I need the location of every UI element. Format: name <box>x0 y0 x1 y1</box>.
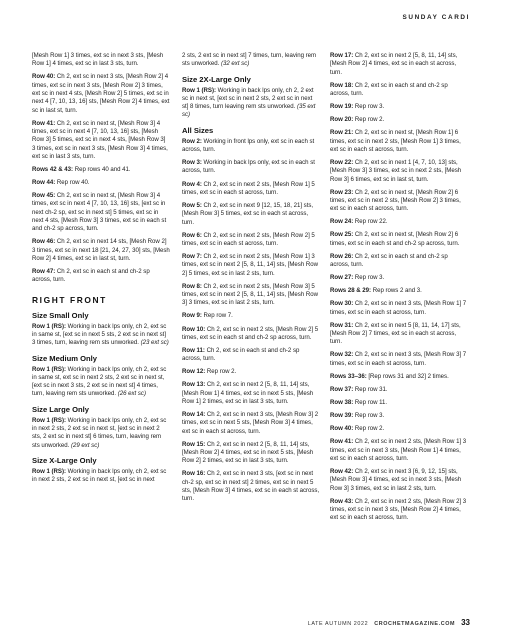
instruction-paragraph <box>330 218 468 226</box>
instruction-text: Rep row 40. <box>55 179 90 187</box>
row-label: Row 26: <box>330 252 354 260</box>
instruction-text: Ch 2, ext sc in next st, [Mesh Row 3] 4 times, ext sc in next 4 [7, 10, 13, 16] sts, [Mesh Row 3] 5 times, ext sc in next 4 sts, [Mesh Row 3] 3 times, ext sc in next 3 sts, [Mesh Row 3] 4 times, ext sc in last 3 sts, turn. <box>32 119 168 160</box>
instruction-paragraph <box>330 103 468 111</box>
row-label: Row 23: <box>330 188 354 196</box>
instruction-text: Ch 2, ext sc in next 1 [4, 7, 10, 13] sts, [Mesh Row 3] 3 times, ext sc in next 2 sts, [Mesh Row 3] 6 times, ext sc in last st, turn. <box>330 158 462 183</box>
instruction-paragraph <box>182 381 320 406</box>
section-heading: RIGHT FRONT <box>32 294 107 305</box>
row-label: Row 40: <box>32 73 56 81</box>
row-label: Row 4: <box>182 180 202 188</box>
page-number: 33 <box>461 618 470 627</box>
instruction-text: Ch 2, ext sc in next 2 sts, [Mesh Row 1] 5 times, ext sc in each st across, turn. <box>182 180 315 196</box>
instruction-text: Ch 2, ext sc in next 3 sts, [Mesh Row 2] 4 times, ext sc in next 3 sts, [Mesh Row 2] 3 times, ext sc in next 4 sts, [Mesh Row 2] 5 times, ext sc in next 4 [7, 10, 13, 16] sts, [Mesh Row 2] 4 times, ext sc in last st, turn. <box>32 73 170 114</box>
row-label: Row 1 (RS): <box>32 467 66 475</box>
instruction-paragraph <box>330 129 468 154</box>
instruction-paragraph <box>330 287 468 295</box>
instruction-text: Rep row 3. <box>353 412 385 420</box>
instruction-paragraph <box>330 189 468 214</box>
instruction-text: Working in back lps only, ext sc in each st across, turn. <box>182 159 315 175</box>
row-label: Row 30: <box>330 300 354 308</box>
text-column-1 <box>32 52 170 489</box>
instruction-text: Ch 2, ext sc in next 2 [5, 8, 11, 14] sts, [Mesh Row 1] 4 times, ext sc in next 5 sts, [Mesh Row 1] 2 times, ext sc in last 3 sts, turn. <box>182 381 314 405</box>
instruction-text: Ch 2, ext sc in next 2 sts, [Mesh Row 3] 5 times, ext sc in next 2 [5, 8, 11, 14] sts, [Mesh Row 3] 3 times, ext sc in last 2 sts, turn. <box>182 282 318 307</box>
instruction-paragraph <box>182 202 320 227</box>
instruction-paragraph <box>32 120 170 161</box>
instruction-text: Rep rows 2 and 3. <box>371 287 422 295</box>
instruction-paragraph <box>330 231 468 248</box>
size-heading: Size 2X-Large Only <box>182 74 251 84</box>
instruction-text: 2 sts, 2 ext sc in next st] 7 times, turn, leaving rem sts unworked. <box>182 52 317 68</box>
instruction-text: [Mesh Row 1] 3 times, ext sc in next 3 sts, [Mesh Row 1] 4 times, ext sc in last 3 sts, turn. <box>32 52 164 68</box>
instruction-paragraph <box>182 87 320 120</box>
instruction-text: Rep row 7. <box>201 312 233 320</box>
instruction-paragraph <box>330 52 468 77</box>
row-label: Row 16: <box>182 470 206 478</box>
instruction-paragraph <box>182 411 320 436</box>
instruction-paragraph <box>330 373 468 381</box>
row-label: Row 44: <box>32 179 56 187</box>
row-label: Row 22: <box>330 158 354 166</box>
instruction-text: Rep row 31. <box>353 385 388 393</box>
row-label: Row 37: <box>330 385 354 393</box>
instruction-paragraph <box>182 52 320 69</box>
row-label: Row 11: <box>182 346 205 354</box>
row-label: Row 8: <box>182 282 202 290</box>
row-label: Row 9: <box>182 312 202 320</box>
instruction-paragraph <box>182 159 320 176</box>
row-label: Row 13: <box>182 381 206 389</box>
instruction-text: Ch 2, ext sc in each st and ch-2 sp across, turn. <box>330 252 448 269</box>
instruction-paragraph <box>32 268 170 285</box>
instruction-text: Rep row 2. <box>353 425 385 433</box>
row-label: Row 7: <box>182 253 202 261</box>
stitch-count: (29 ext sc) <box>71 441 100 449</box>
instruction-paragraph <box>330 438 468 463</box>
row-label: Row 1 (RS): <box>32 365 66 373</box>
instruction-text: Working in back lps only, ch 2, ext sc in same st, [ext sc in next 5 sts, 2 ext sc in next st] 3 times, turn, leaving rem sts unworked. <box>32 322 167 347</box>
instruction-text: Ch 2, ext sc in next 2 sts, [Mesh Row 2] 3 times, ext sc in next 3 sts, [Mesh Row 2] 4 times, ext sc in each st across, turn. <box>330 497 467 522</box>
row-label: Row 1 (RS): <box>32 416 66 424</box>
instruction-text: Ch 2, ext sc in next 3 sts, [Mesh Row 1] 7 times, ext sc in each st across, turn. <box>330 300 467 316</box>
instruction-text: Ch 2, ext sc in next 2 [5, 8, 11, 14] sts, [Mesh Row 2] 4 times, ext sc in next 5 sts, [Mesh Row 2] 2 times, ext sc in last 3 sts, turn. <box>182 440 314 465</box>
instruction-text: Rep row 11. <box>353 399 388 407</box>
instruction-text: Ch 2, ext sc in next 3 sts, [Mesh Row 3] 2 times, ext sc in next 5 sts, [Mesh Row 3] 4 times, ext sc in each st across, turn. <box>182 411 319 435</box>
instruction-text: [Rep rows 31 and 32] 2 times. <box>366 372 449 380</box>
instruction-paragraph <box>32 179 170 187</box>
instruction-paragraph <box>182 326 320 343</box>
instruction-paragraph <box>330 498 468 523</box>
instruction-text: Working in back lps only, ch 2, 2 ext sc in next st, [ext sc in next 2 sts, 2 ext sc in next st] 8 times, turn leaving rem sts unworked. <box>182 86 314 111</box>
row-label: Row 5: <box>182 201 202 209</box>
instruction-paragraph <box>182 181 320 198</box>
instruction-paragraph <box>32 166 170 174</box>
row-label: Rows 42 & 43: <box>32 165 74 173</box>
row-label: Row 45: <box>32 192 56 200</box>
text-column-2 <box>182 52 320 508</box>
instruction-text: Rep rows 40 and 41. <box>73 165 131 173</box>
row-label: Row 41: <box>32 119 56 127</box>
row-label: Row 21: <box>330 129 354 137</box>
instruction-text: Ch 2, ext sc in next 2 sts, [Mesh Row 1] 3 times, ext sc in next 3 sts, [Mesh Row 1] 4 times, ext sc in each st across, turn. <box>330 438 467 462</box>
instruction-paragraph <box>182 312 320 320</box>
instruction-text: Ch 2, ext sc in next 2 sts, [Mesh Row 2] 5 times, ext sc in each st and ch-2 sp across, turn. <box>182 325 319 341</box>
row-label: Row 25: <box>330 231 354 239</box>
instruction-paragraph <box>32 52 170 69</box>
instruction-text: Working in back lps only, ch 2, ext sc in next 2 sts, 2 ext sc in next st, [ext sc in next <box>32 467 167 484</box>
instruction-paragraph <box>330 425 468 433</box>
size-heading: Size Large Only <box>32 404 89 414</box>
instruction-paragraph <box>32 468 170 485</box>
row-label: Row 12: <box>182 368 206 376</box>
instruction-text: Rep row 2. <box>353 116 385 124</box>
row-label: Row 32: <box>330 351 354 359</box>
instruction-paragraph <box>32 238 170 263</box>
stitch-count: (23 ext sc) <box>140 339 169 347</box>
instruction-paragraph <box>182 470 320 503</box>
row-label: Rows 28 & 29: <box>330 287 372 295</box>
instruction-text: Ch 2, ext sc in next st, [Mesh Row 2] 6 times, ext sc in each st and ch-2 sp across, turn. <box>330 231 460 247</box>
instruction-paragraph <box>330 468 468 493</box>
instruction-paragraph <box>330 159 468 184</box>
row-label: Rows 33–36: <box>330 372 367 380</box>
instruction-text: Ch 2, ext sc in next 2 [5, 8, 11, 14] sts, [Mesh Row 2] 4 times, ext sc in each st across, turn. <box>330 52 458 76</box>
instruction-text: Ch 2, ext sc in each st and ch-2 sp across, turn. <box>32 268 150 284</box>
row-label: Row 1 (RS): <box>182 86 216 94</box>
instruction-text: Working in front lps only, ext sc in each st across, turn. <box>182 137 315 154</box>
instruction-text: Ch 2, ext sc in next 5 [8, 11, 14, 17] sts, [Mesh Row 2] 7 times, ext sc in each st across, turn. <box>330 321 461 346</box>
stitch-count: (32 ext sc) <box>221 60 250 68</box>
size-heading: Size Small Only <box>32 310 89 320</box>
instruction-paragraph <box>330 300 468 317</box>
row-label: Row 41: <box>330 438 354 446</box>
instruction-paragraph <box>330 386 468 394</box>
instruction-text: Ch 2, ext sc in next 2 sts, [Mesh Row 1] 3 times, ext sc in next 2 [5, 8, 11, 14] sts, [Mesh Row 2] 5 times, ext sc in last 2 sts, turn. <box>182 253 318 277</box>
instruction-text: Ch 2, ext sc in next st, [Mesh Row 1] 6 times, ext sc in next 2 sts, [Mesh Row 1] 3 times, ext sc in each st across, turn. <box>330 129 461 153</box>
instruction-paragraph <box>182 232 320 249</box>
instruction-paragraph <box>32 417 170 450</box>
instruction-paragraph <box>32 366 170 399</box>
instruction-text: Working in back lps only, ch 2, ext sc in next 2 sts, 2 ext sc in next st, [ext sc in next 2 sts, 2 ext sc in next st] 6 times, turn, leaving rem sts unworked. <box>32 416 167 449</box>
instruction-text: Rep row 22. <box>353 218 388 226</box>
instruction-text: Ch 2, ext sc in next 3 sts, [ext sc in next ch-2 sp, ext sc in next st] 2 times, ext sc in next 5 sts, [Mesh Row 3] 4 times, ext sc in each st across, turn. <box>182 470 320 503</box>
row-label: Row 20: <box>330 116 354 124</box>
row-label: Row 3: <box>182 159 202 167</box>
instruction-text: Ch 2, ext sc in next st, [Mesh Row 3] 4 times, ext sc in next 4 [7, 10, 13, 16] sts, [ext sc in next ch-2 sp, ext sc in next st] 5 times, ext sc in next 4 sts, [Mesh Row 3] 3 times, ext sc in each st and ch-2 sp across, turn. <box>32 192 167 233</box>
row-label: Row 18: <box>330 81 354 89</box>
instruction-paragraph <box>330 322 468 347</box>
instruction-text: Ch 2, ext sc in next 9 [12, 15, 18, 21] sts, [Mesh Row 3] 5 times, ext sc in each st across, turn. <box>182 201 314 226</box>
instruction-text: Ch 2, ext sc in next st, [Mesh Row 2] 6 times, ext sc in next 2 sts, [Mesh Row 2] 3 times, ext sc in each st across, turn. <box>330 188 461 213</box>
row-label: Row 14: <box>182 411 206 419</box>
instruction-paragraph <box>182 253 320 278</box>
instruction-paragraph <box>330 253 468 270</box>
instruction-paragraph <box>32 192 170 233</box>
website-link[interactable]: CROCHETMAGAZINE.COM <box>374 621 456 627</box>
row-label: Row 19: <box>330 103 354 111</box>
instruction-paragraph <box>330 351 468 368</box>
instruction-paragraph <box>330 82 468 99</box>
page-footer <box>308 618 470 627</box>
instruction-text: Ch 2, ext sc in each st and ch-2 sp across, turn. <box>330 81 448 97</box>
row-label: Row 43: <box>330 497 354 505</box>
row-label: Row 39: <box>330 412 354 420</box>
instruction-text: Ch 2, ext sc in next 3 [6, 9, 12, 15] sts, [Mesh Row 3] 4 times, ext sc in next 3 sts, [Mesh Row 3] 3 times, ext sc in last 2 sts, turn. <box>330 468 462 492</box>
row-label: Row 1 (RS): <box>32 322 66 330</box>
row-label: Row 27: <box>330 274 354 282</box>
row-label: Row 2: <box>182 137 202 145</box>
instruction-paragraph <box>182 347 320 364</box>
instruction-text: Working in back lps only, ch 2, ext sc in same st, ext sc in next 2 sts, 2 ext sc in next st, [ext sc in next 3 sts, 2 ext sc in next st] 4 times, turn, leaving rem sts unworked. <box>32 365 167 398</box>
instruction-paragraph <box>182 441 320 466</box>
row-label: Row 47: <box>32 268 56 276</box>
row-label: Row 42: <box>330 468 354 476</box>
instruction-paragraph <box>330 116 468 124</box>
instruction-paragraph <box>330 399 468 407</box>
instruction-text: Ch 2, ext sc in next 2 sts, [Mesh Row 2] 5 times, ext sc in each st across, turn. <box>182 231 315 247</box>
row-label: Row 31: <box>330 321 354 329</box>
instruction-paragraph <box>32 323 170 348</box>
row-label: Row 6: <box>182 231 202 239</box>
row-label: Row 24: <box>330 218 354 226</box>
instruction-paragraph <box>182 368 320 376</box>
row-label: Row 17: <box>330 52 354 59</box>
row-label: Row 46: <box>32 238 56 246</box>
row-label: Row 10: <box>182 325 206 333</box>
text-column-3 <box>330 52 468 527</box>
instruction-paragraph <box>32 73 170 114</box>
instruction-text: Rep row 3. <box>353 274 385 282</box>
instruction-paragraph <box>330 274 468 282</box>
row-label: Row 40: <box>330 425 354 433</box>
instruction-text: Ch 2, ext sc in next 3 sts, [Mesh Row 3] 7 times, ext sc in each st across, turn. <box>330 351 467 367</box>
size-heading: Size Medium Only <box>32 353 97 363</box>
size-heading: All Sizes <box>182 125 214 135</box>
running-head: SUNDAY CARDI <box>402 14 470 21</box>
instruction-text: Rep row 2. <box>205 368 237 376</box>
instruction-paragraph <box>182 138 320 155</box>
instruction-text: Rep row 3. <box>353 103 385 111</box>
instruction-paragraph <box>330 412 468 420</box>
row-label: Row 38: <box>330 399 354 407</box>
instruction-text: Ch 2, ext sc in next 14 sts, [Mesh Row 2] 3 times, ext sc in next 18 [21, 24, 27, 30] sts, [Mesh Row 2] 4 times, ext sc in last st, turn. <box>32 238 170 263</box>
size-heading: Size X-Large Only <box>32 455 97 465</box>
instruction-text: Ch 2, ext sc in each st and ch-2 sp across, turn. <box>182 346 300 363</box>
stitch-count: (35 ext sc) <box>182 103 316 119</box>
row-label: Row 15: <box>182 440 206 448</box>
issue-label: LATE AUTUMN 2022 <box>307 621 369 627</box>
instruction-paragraph <box>182 283 320 308</box>
stitch-count: (26 ext sc) <box>117 390 146 398</box>
